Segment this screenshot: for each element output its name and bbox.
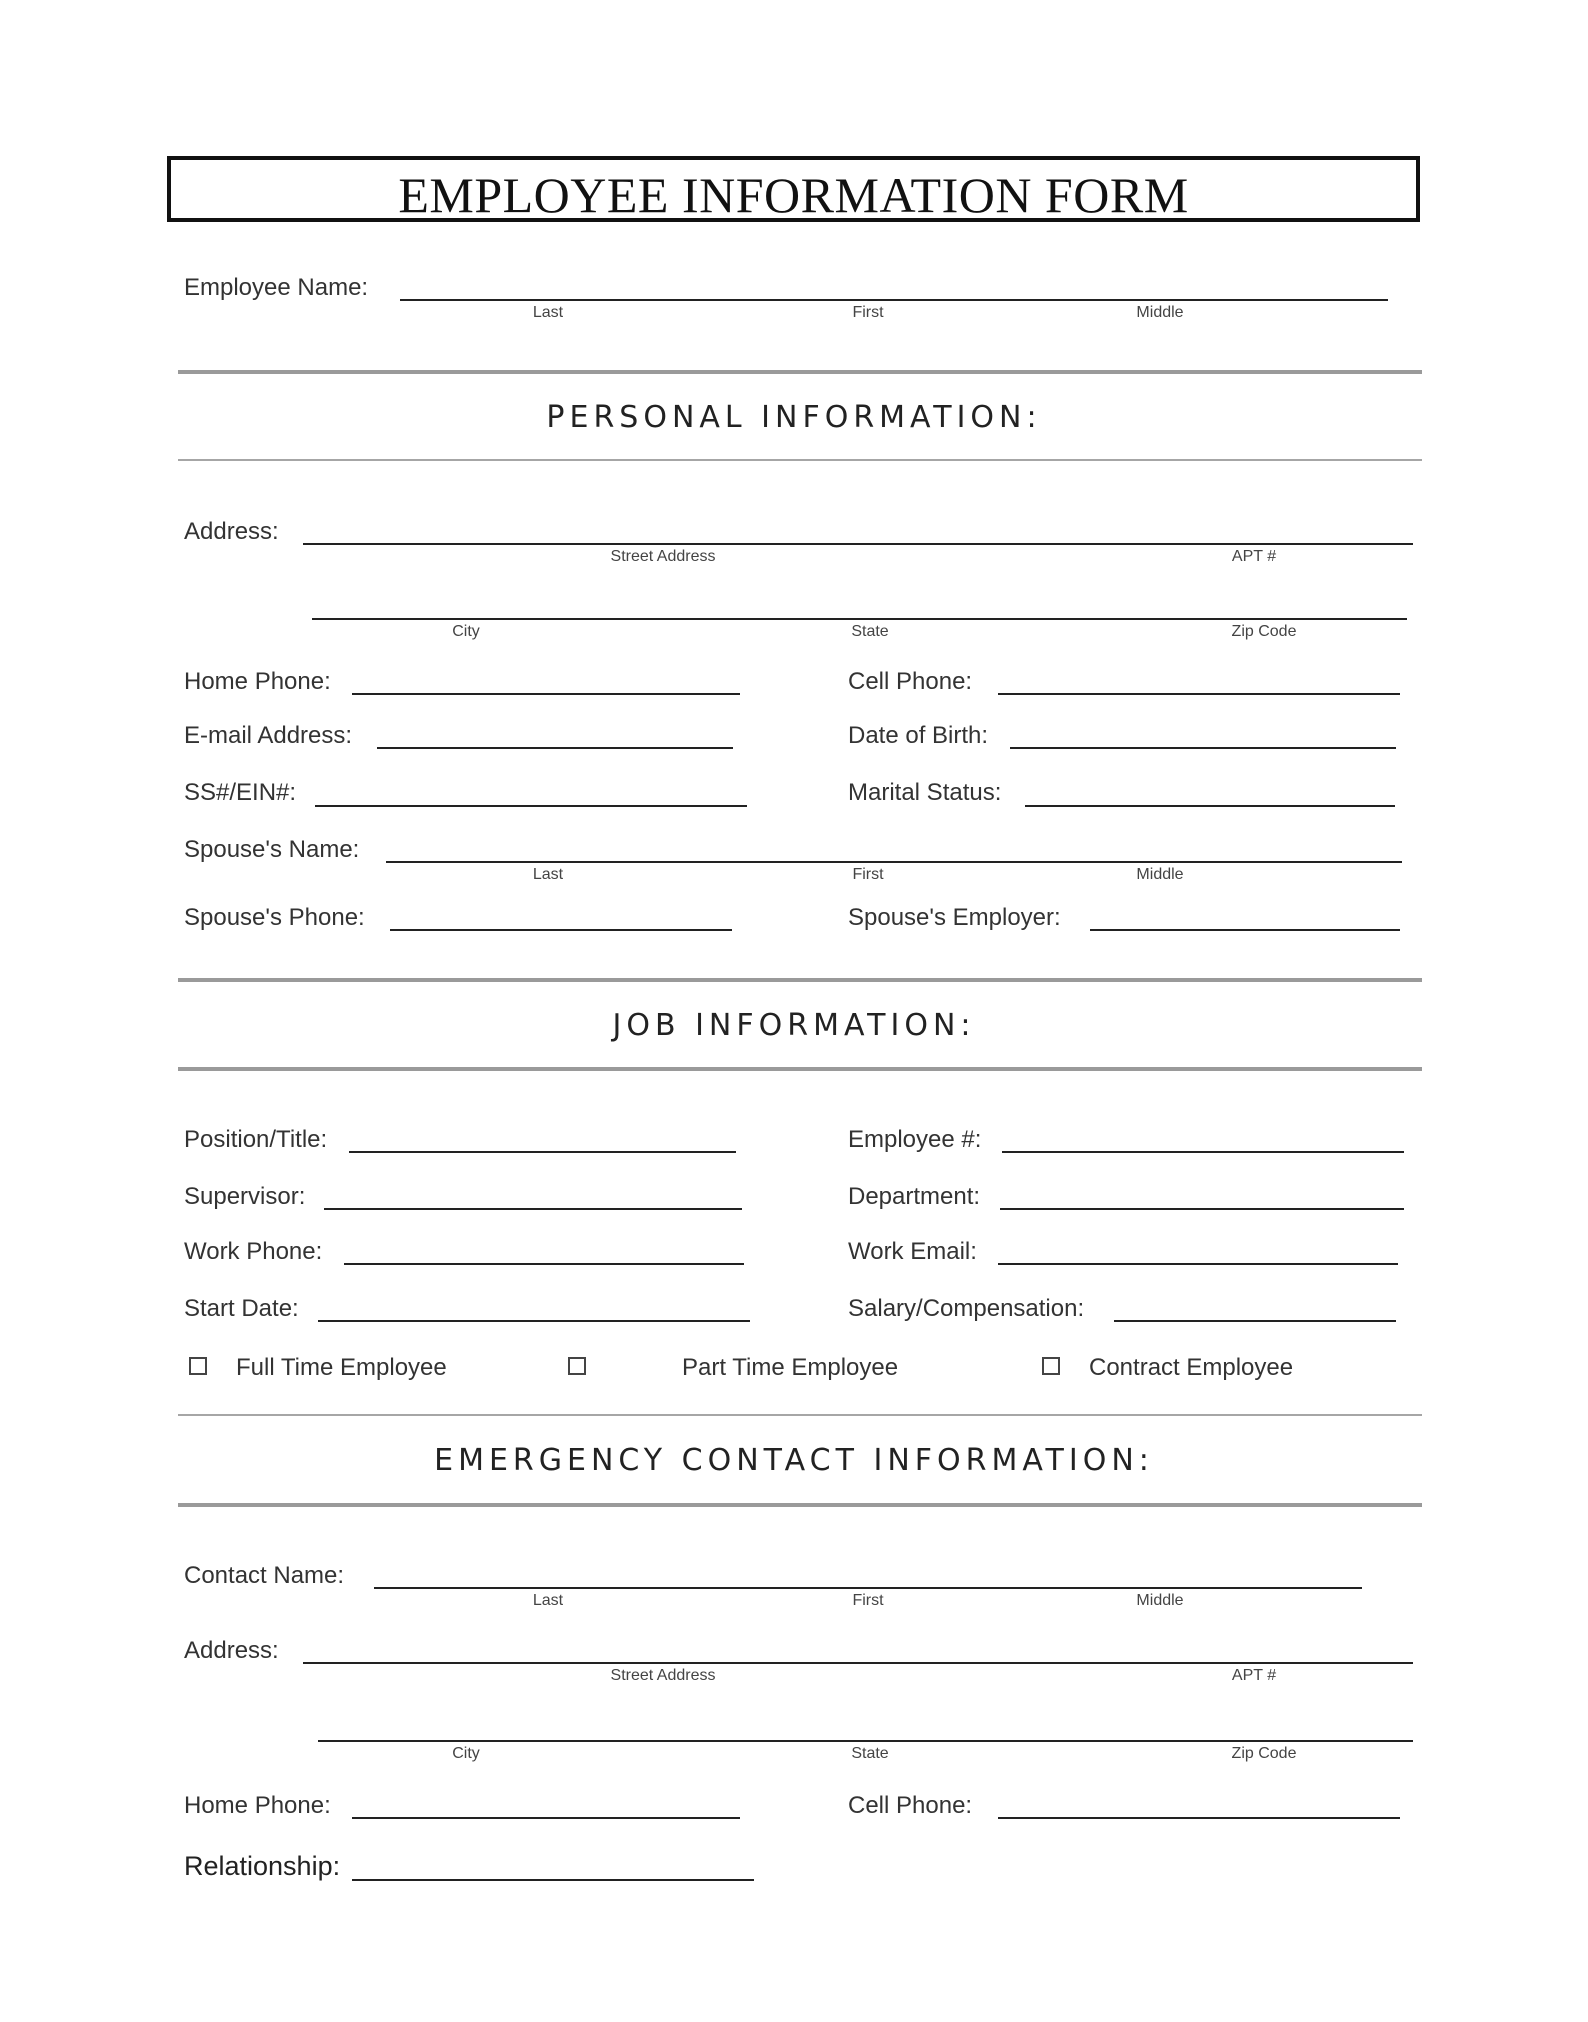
street-address-field[interactable] — [303, 543, 1413, 545]
relationship-label: Relationship: — [184, 1851, 341, 1881]
full-time-label: Full Time Employee — [236, 1354, 447, 1381]
emergency-apt-caption: APT # — [1231, 1667, 1277, 1684]
home-phone-label: Home Phone: — [184, 668, 331, 695]
work-email-label: Work Email: — [848, 1238, 977, 1265]
employee-name-middle-caption: Middle — [1136, 304, 1184, 321]
home-phone-field[interactable] — [352, 693, 740, 695]
start-date-label: Start Date: — [184, 1295, 299, 1322]
form-title: EMPLOYEE INFORMATION FORM — [398, 167, 1189, 223]
contact-name-field[interactable] — [374, 1587, 1362, 1589]
emergency-section-heading: EMERGENCY CONTACT INFORMATION: — [434, 1443, 1154, 1478]
personal-section-heading: PERSONAL INFORMATION: — [546, 400, 1042, 435]
emergency-city-caption: City — [452, 1745, 480, 1762]
emergency-bottom-rule — [178, 1503, 1422, 1507]
job-top-rule — [178, 978, 1422, 982]
work-phone-label: Work Phone: — [184, 1238, 323, 1265]
job-bottom-rule — [178, 1067, 1422, 1071]
employee-number-label: Employee #: — [848, 1126, 982, 1153]
work-email-field[interactable] — [998, 1263, 1398, 1265]
employee-name-last-caption: Last — [532, 304, 564, 321]
emergency-zip-caption: Zip Code — [1231, 1745, 1297, 1762]
contract-checkbox[interactable] — [1042, 1357, 1060, 1375]
city-caption: City — [452, 623, 480, 640]
employee-name-label: Employee Name: — [184, 274, 369, 301]
contact-name-label: Contact Name: — [184, 1562, 345, 1589]
cell-phone-label: Cell Phone: — [848, 668, 973, 695]
spouse-name-label: Spouse's Name: — [184, 836, 360, 863]
address-label: Address: — [184, 518, 279, 545]
contract-label: Contract Employee — [1089, 1354, 1294, 1381]
marital-status-field[interactable] — [1025, 805, 1395, 807]
emergency-home-phone-label: Home Phone: — [184, 1792, 331, 1819]
zip-caption: Zip Code — [1231, 623, 1297, 640]
city-state-zip-field[interactable] — [312, 618, 1407, 620]
position-title-label: Position/Title: — [184, 1126, 328, 1153]
salary-label: Salary/Compensation: — [848, 1295, 1085, 1322]
department-label: Department: — [848, 1183, 981, 1210]
supervisor-label: Supervisor: — [184, 1183, 306, 1210]
emergency-home-phone-field[interactable] — [352, 1817, 740, 1819]
personal-bottom-rule — [178, 459, 1422, 461]
marital-status-label: Marital Status: — [848, 779, 1002, 806]
contact-first-caption: First — [852, 1592, 884, 1609]
emergency-city-state-zip-field[interactable] — [318, 1740, 1413, 1742]
email-label: E-mail Address: — [184, 722, 353, 749]
spouse-name-field[interactable] — [386, 861, 1402, 863]
state-caption: State — [851, 623, 889, 640]
email-field[interactable] — [377, 747, 733, 749]
work-phone-field[interactable] — [344, 1263, 744, 1265]
spouse-middle-caption: Middle — [1136, 866, 1184, 883]
apt-caption: APT # — [1231, 548, 1277, 565]
employee-name-field[interactable] — [400, 299, 1388, 301]
department-field[interactable] — [1000, 1208, 1404, 1210]
form-title-box — [167, 156, 1420, 222]
contact-middle-caption: Middle — [1136, 1592, 1184, 1609]
employee-number-field[interactable] — [1002, 1151, 1404, 1153]
emergency-state-caption: State — [851, 1745, 889, 1762]
emergency-cell-phone-field[interactable] — [998, 1817, 1400, 1819]
part-time-label: Part Time Employee — [682, 1354, 899, 1381]
relationship-field[interactable] — [352, 1879, 754, 1881]
ssn-field[interactable] — [315, 805, 747, 807]
part-time-checkbox[interactable] — [568, 1357, 586, 1375]
spouse-employer-label: Spouse's Employer: — [848, 904, 1061, 931]
ssn-label: SS#/EIN#: — [184, 779, 297, 806]
spouse-last-caption: Last — [532, 866, 564, 883]
emergency-address-label: Address: — [184, 1637, 279, 1664]
spouse-employer-field[interactable] — [1090, 929, 1400, 931]
emergency-street-caption: Street Address — [610, 1667, 716, 1684]
spouse-first-caption: First — [852, 866, 884, 883]
dob-field[interactable] — [1010, 747, 1396, 749]
cell-phone-field[interactable] — [998, 693, 1400, 695]
job-section-heading: JOB INFORMATION: — [612, 1008, 976, 1043]
start-date-field[interactable] — [318, 1320, 750, 1322]
dob-label: Date of Birth: — [848, 722, 989, 749]
salary-field[interactable] — [1114, 1320, 1396, 1322]
contact-last-caption: Last — [532, 1592, 564, 1609]
street-address-caption: Street Address — [610, 548, 716, 565]
position-title-field[interactable] — [349, 1151, 736, 1153]
supervisor-field[interactable] — [324, 1208, 742, 1210]
personal-top-rule — [178, 370, 1422, 374]
emergency-top-rule — [178, 1414, 1422, 1416]
spouse-phone-label: Spouse's Phone: — [184, 904, 365, 931]
spouse-phone-field[interactable] — [390, 929, 732, 931]
emergency-street-field[interactable] — [303, 1662, 1413, 1664]
employee-name-first-caption: First — [852, 304, 884, 321]
full-time-checkbox[interactable] — [189, 1357, 207, 1375]
emergency-cell-phone-label: Cell Phone: — [848, 1792, 973, 1819]
